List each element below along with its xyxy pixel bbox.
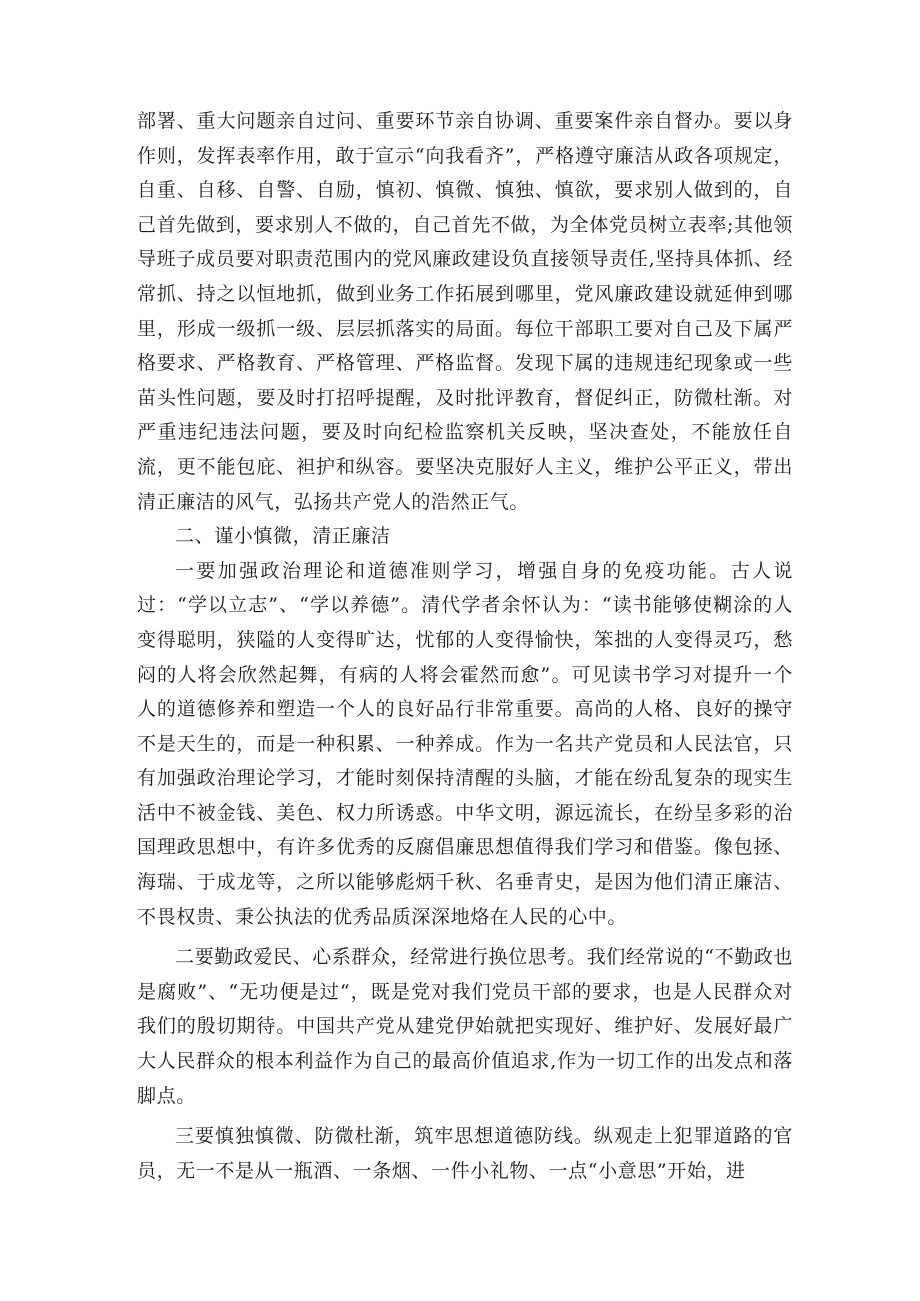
document-page [137, 104, 793, 1188]
paragraph-study-theory: 一要加强政治理论和道德准则学习，增强自身的免疫功能。古人说过：“学以立志”、“学以养德”。清代学者余怀认为：“读书能够使糊涂的人变得聪明，狭隘的人变得旷达，忧郁的人变得愉快，笨拙的人变得灵巧，愁闷的人将会欣然起舞，有病的人将会霍然而愈”。可见读书学习对提升一个人的道德修养和塑造一个人的良好品行非常重要。高尚的人格、良好的操守不是天生的，而是一种积累、一种养成。作为一名共产党员和人民法官，只有加强政治理论学习，才能时刻保持清醒的头脑，才能在纷乱复杂的现实生活中不被金钱、美色、权力所诱惑。中华文明，源远流长，在纷呈多彩的治国理政思想中，有许多优秀的反腐倡廉思想值得我们学习和借鉴。像包拯、海瑞、于成龙等，之所以能够彪炳千秋、名垂青史，是因为他们清正廉洁、不畏权贵、秉公执法的优秀品质深深地烙在人民的心中。 [137, 559, 793, 928]
paragraph-diligent-governance: 二要勤政爱民、心系群众，经常进行换位思考。我们经常说的“不勤政也是腐败”、“无功便是过“，既是党对我们党员干部的要求，也是人民群众对我们的殷切期待。中国共产党从建党伊始就把实现好、维护好、发展好最广大人民群众的根本利益作为自己的最高价值追求,作为一切工作的出发点和落脚点。 [137, 946, 793, 1107]
section-heading-integrity: 二、谨小慎微，清正廉洁 [175, 525, 391, 548]
paragraph-leadership-responsibility: 部署、重大问题亲自过问、重要环节亲自协调、重要案件亲自督办。要以身作则，发挥表率作用，敢于宣示“向我看齐”，严格遵守廉洁从政各项规定，自重、自移、自警、自励，慎初、慎微、慎独、慎欲，要求别人做到的，自己首先做到，要求别人不做的，自己首先不做，为全体党员树立表率;其他领导班子成员要对职责范围内的党风廉政建设负直接领导责任,坚持具体抓、经常抓、持之以恒地抓，做到业务工作拓展到哪里，党风廉政建设就延伸到哪里，形成一级抓一级、层层抓落实的局面。每位干部职工要对自己及下属严格要求、严格教育、严格管理、严格监督。发现下属的违规违纪现象或一些苗头性问题，要及时打招呼提醒，及时批评教育，督促纠正，防微杜渐。对严重违纪违法问题，要及时向纪检监察机关反映，坚决查处，不能放任自流，更不能包庇、袒护和纵容。要坚决克服好人主义，维护公平正义，带出清正廉洁的风气，弘扬共产党人的浩然正气。 [137, 110, 793, 513]
paragraph-self-discipline: 三要慎独慎微、防微杜渐，筑牢思想道德防线。纵观走上犯罪道路的官员，无一不是从一瓶酒、一条烟、一件小礼物、一点“小意思”开始，进 [137, 1125, 793, 1182]
